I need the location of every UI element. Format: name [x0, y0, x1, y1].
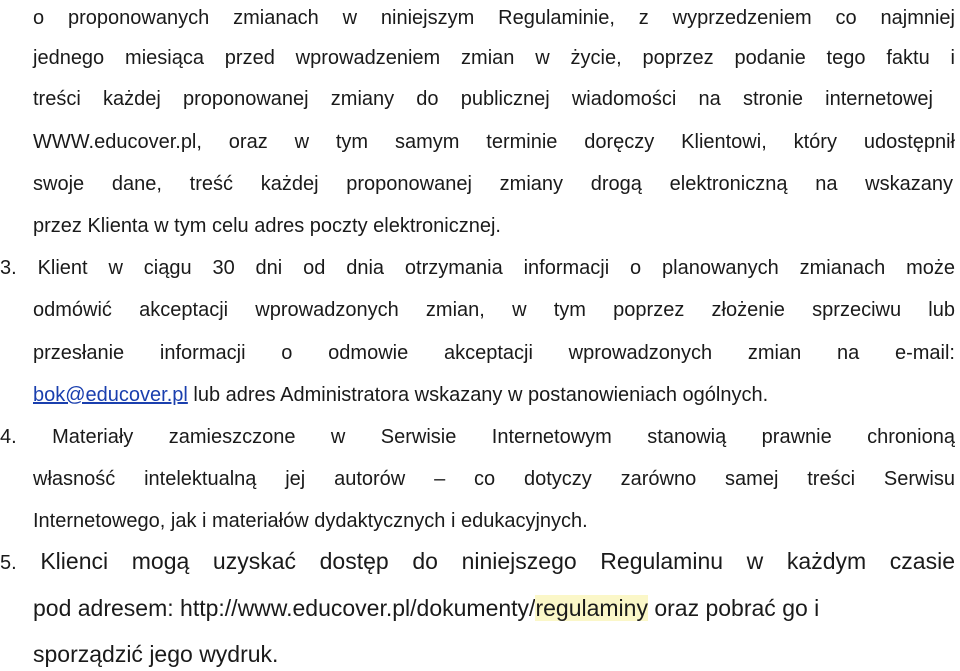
list-number: 4.	[0, 426, 17, 448]
paragraph-line: WWW.educover.pl, oraz w tym samym terminie doręczy Klientowi, który udostępnił	[33, 131, 955, 153]
list-item-text: Klienci mogą uzyskać dostęp do niniejszego Regulaminu w każdym czasie	[40, 548, 956, 574]
email-link[interactable]: bok@educover.pl	[33, 384, 188, 406]
list-item-5-line	[0, 547, 955, 577]
list-number: 5.	[0, 552, 17, 574]
paragraph-line: swoje dane, treść każdej proponowanej zmiany drogą elektroniczną na wskazany	[33, 173, 953, 195]
list-item-4-line	[0, 425, 955, 449]
paragraph-line: przez Klienta w tym celu adres poczty elektronicznej.	[33, 215, 501, 237]
list-item-text: Materiały zamieszczone w Serwisie Internetowym stanowią prawnie chronioną	[52, 426, 955, 448]
list-item-3-line	[0, 256, 955, 280]
list-item-3-line: przesłanie informacji o odmowie akceptacji wprowadzonych zmian na e-mail:	[33, 342, 955, 364]
highlighted-text: regulaminy	[535, 595, 648, 621]
paragraph-line: jednego miesiąca przed wprowadzeniem zmian w życie, poprzez podanie tego faktu i	[33, 47, 955, 69]
list-item-3-line: odmówić akceptacji wprowadzonych zmian, w tym poprzez złożenie sprzeciwu lub	[33, 299, 955, 321]
list-item-4-line: własność intelektualną jej autorów – co dotyczy zarówno samej treści Serwisu	[33, 468, 955, 490]
list-item-3-line	[33, 383, 768, 407]
list-item-5-line: sporządzić jego wydruk.	[33, 641, 279, 667]
list-number: 3.	[0, 257, 17, 279]
paragraph-line: o proponowanych zmianach w niniejszym Regulaminie, z wyprzedzeniem co najmniej	[33, 7, 955, 29]
list-item-text: lub adres Administratora wskazany w postanowieniach ogólnych.	[187, 384, 769, 406]
list-item-text: pod adresem: http://www.educover.pl/dokumenty/	[33, 595, 536, 621]
list-item-text: oraz pobrać go i	[647, 595, 820, 621]
list-item-text: Klient w ciągu 30 dni od dnia otrzymania informacji o planowanych zmianach może	[37, 257, 955, 279]
list-item-4-line: Internetowego, jak i materiałów dydaktycznych i edukacyjnych.	[33, 510, 588, 532]
paragraph-line: treści każdej proponowanej zmiany do publicznej wiadomości na stronie internetowej	[33, 88, 933, 110]
list-item-5-line	[33, 594, 819, 622]
